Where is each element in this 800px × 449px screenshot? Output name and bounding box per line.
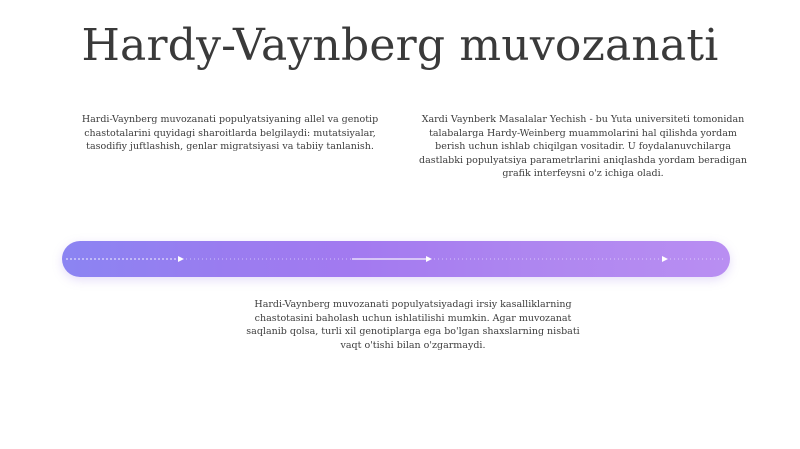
left-description: Hardi-Vaynberg muvozanati populyatsiyaning allel va genotip chastotalarini quyidagi sharoitlarda belgilaydi: mutatsiyalar, tasodifiy juftlashish, genlar migratsiyasi va tabiiy tanlanish. — [81, 114, 379, 152]
arrow-head-icon — [178, 256, 184, 262]
arrow-head-icon — [426, 256, 432, 262]
bottom-description: Hardi-Vaynberg muvozanati populyatsiyadagi irsiy kasalliklarning chastotasini baholash uchun ishlatilishi mumkin. Agar muvozanat saqlanib qolsa, turli xil genotiplarga ega bo'lgan shaxslarning nisbati vaqt o'tishi bilan o'zgarmaydi. — [246, 299, 580, 351]
right-description: Xardi Vaynberk Masalalar Yechish - bu Yuta universiteti tomonidan talabalarga Hardy-Weinberg muammolarini hal qilishda yordam berish uchun ishlab chiqilgan vositadir. U foydalanuvchilarga dastlabki populyatsiya parametrlarini aniqlashda yordam beradigan grafik interfeysni o'z ichiga oladi. — [419, 114, 747, 179]
page-title: Hardy-Vaynberg muvozanati — [81, 20, 719, 71]
timeline-bar — [62, 241, 730, 277]
timeline-arrows — [62, 241, 730, 277]
arrow-head-icon — [662, 256, 668, 262]
